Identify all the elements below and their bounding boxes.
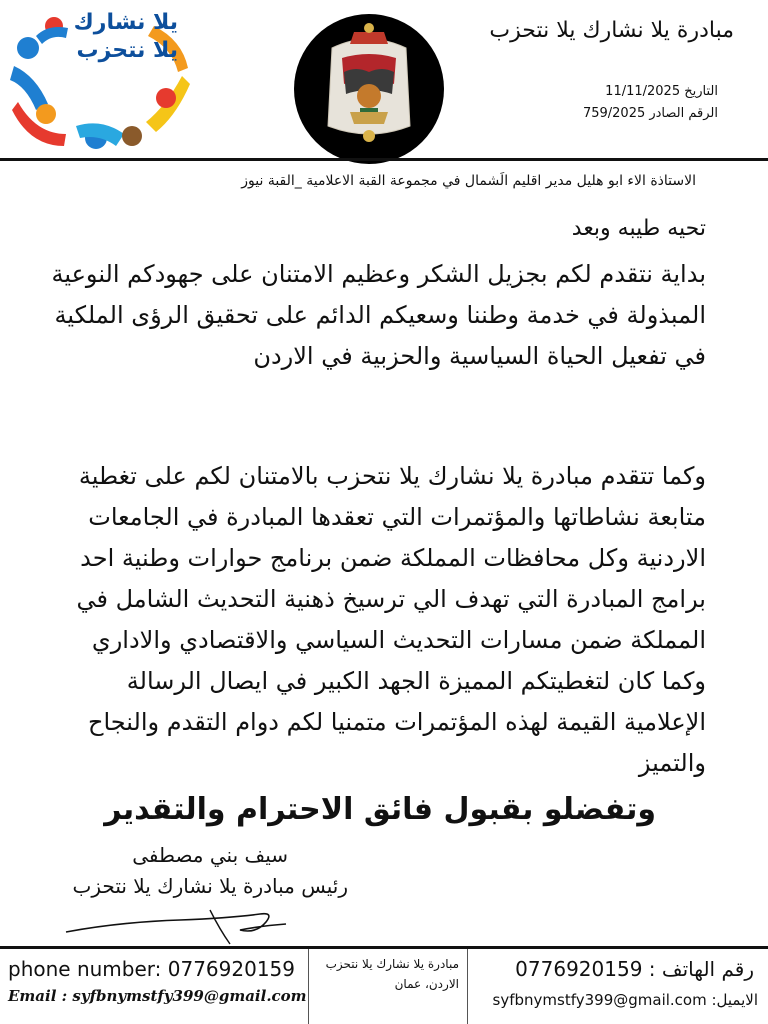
coat-of-arms-seal xyxy=(294,14,444,164)
header-divider xyxy=(0,158,768,161)
letter-paragraph-1: بداية نتقدم لكم بجزيل الشكر وعظيم الامتنان على جهودكم النوعية المبذولة في خدمة وطننا وسعيكم الدائم على تحقيق الرؤى الملكية في تفعيل الحياة السياسية والحزبية في الاردن xyxy=(51,260,706,370)
signer-name: سيف بني مصطفى xyxy=(132,843,288,867)
footer-email-arabic: الايميل: syfbnymstfy399@gmail.com xyxy=(492,991,758,1009)
signer-title: رئيس مبادرة يلا نشارك يلا نتحزب xyxy=(72,874,348,898)
footer-contact-arabic xyxy=(468,949,768,1024)
footer-address xyxy=(308,949,468,1024)
footer-location: الاردن، عمان xyxy=(394,977,459,991)
footer-contact-english xyxy=(0,949,306,1024)
letter-greeting: تحيه طيبه وبعد xyxy=(571,216,706,241)
logo-line-1: يلا نشارك xyxy=(73,10,178,35)
letter-reference-number: الرقم الصادر 759/2025 xyxy=(582,106,718,121)
letter-paragraph-2: وكما تتقدم مبادرة يلا نشارك يلا نتحزب بالامتنان لكم على تغطية متابعة نشاطاتها والمؤتمرات التي تعقدها المبادرة في الجامعات الاردنية وكل محافظات المملكة ضمن برنامج حوارات وطنية احد برامج المبادرة التي تهدف الي ترسيخ ذهنية التحديث الشامل في المملكة ضمن مسارات التحديث السياسي والاقتصادي والاداري وكما كان لتغطيتكم المميزة الجهد الكبير في ايصال الرسالة الإعلامية القيمة لهذه المؤتمرات متمنيا لكم دوام التقدم والنجاح والتميز xyxy=(76,462,706,777)
initiative-title: مبادرة يلا نشارك يلا نتحزب xyxy=(489,18,734,43)
footer-phone-arabic: رقم الهاتف : 0776920159 xyxy=(515,957,754,981)
handwritten-signature-icon xyxy=(60,900,300,950)
footer-phone-english: phone number: 0776920159 xyxy=(8,957,295,981)
logo-line-2: يلا نتحزب xyxy=(76,38,178,63)
footer-email-english: Email : syfbnymstfy399@gmail.com xyxy=(8,987,307,1005)
letter-addressee: الاستاذة الاء ابو هليل مدير اقليم الَشمال في مجموعة القبة الاعلامية _القبة نيوز xyxy=(241,173,696,189)
coat-of-arms-icon xyxy=(294,14,444,164)
letter-date: التاريخ 11/11/2025 xyxy=(605,84,718,99)
initiative-logo xyxy=(6,6,192,156)
footer-initiative-name: مبادرة يلا نشارك يلا نتحزب xyxy=(325,957,459,971)
letter-closing: وتفضلو بقبول فائق الاحترام والتقدير xyxy=(104,792,656,827)
